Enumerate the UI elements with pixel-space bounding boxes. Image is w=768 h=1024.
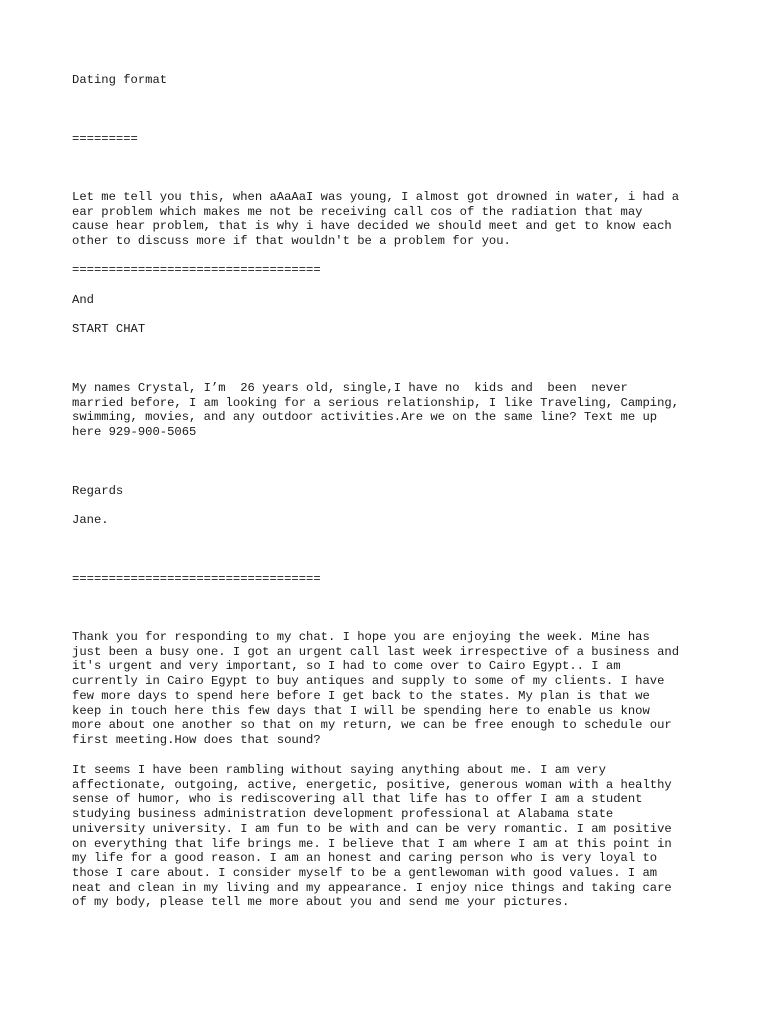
separator-short: ========= [72,132,138,146]
document-title: Dating format [72,73,168,87]
signature-text: Jane. [72,513,109,527]
separator-long: ================================== [72,263,321,277]
regards-text: Regards [72,484,124,498]
paragraph-about: It seems I have been rambling without saying anything about me. I am very affectionate, outgoing, active, energetic, positive, generous woman with a healthy sense of humor, who is rediscovering all that life has to offer I am a student studying business administration development professional at Alabama state university university. I am fun to be with and can be very romantic. I am positive on everything that life brings me. I believe that I am where I am at this point in my life for a good reason. I am an honest and caring person who is very loyal to those I care about. I consider myself to be a gentlewoman with good values. I am neat and clean in my living and my appearance. I enjoy nice things and taking care of my body, please tell me more about you and send me your pictures. [72,763,672,910]
paragraph-thanks: Thank you for responding to my chat. I hope you are enjoying the week. Mine has just been a busy one. I got an urgent call last week irrespective of a business and it's urgent and very important, so I had to come over to Cairo Egypt.. I am currently in Cairo Egypt to buy antiques and supply to some of my clients. I have few more days to spend here before I get back to the states. My plan is that we keep in touch here this few days that I will be spending here to enable us know more about one another so that on my return, we can be free enough to schedule our first meeting.How does that sound? [72,630,680,747]
start-chat-heading: START CHAT [72,322,146,336]
separator-long: ================================== [72,572,321,586]
paragraph-intro: Let me tell you this, when aAaAaI was young, I almost got drowned in water, i had a ear problem which makes me not be receiving call cos of the radiation that may cause hear problem, that is why i have decided we should meet and get to know each other to discuss more if that wouldn't be a problem for you. [72,190,680,249]
paragraph-profile: My names Crystal, I’m 26 years old, single,I have no kids and been never married before, I am looking for a serious relationship, I like Traveling, Camping, swimming, movies, and any outdoor activities.Are we on the same line? Text me up here 929-900-5065 [72,381,680,440]
and-text: And [72,293,94,307]
